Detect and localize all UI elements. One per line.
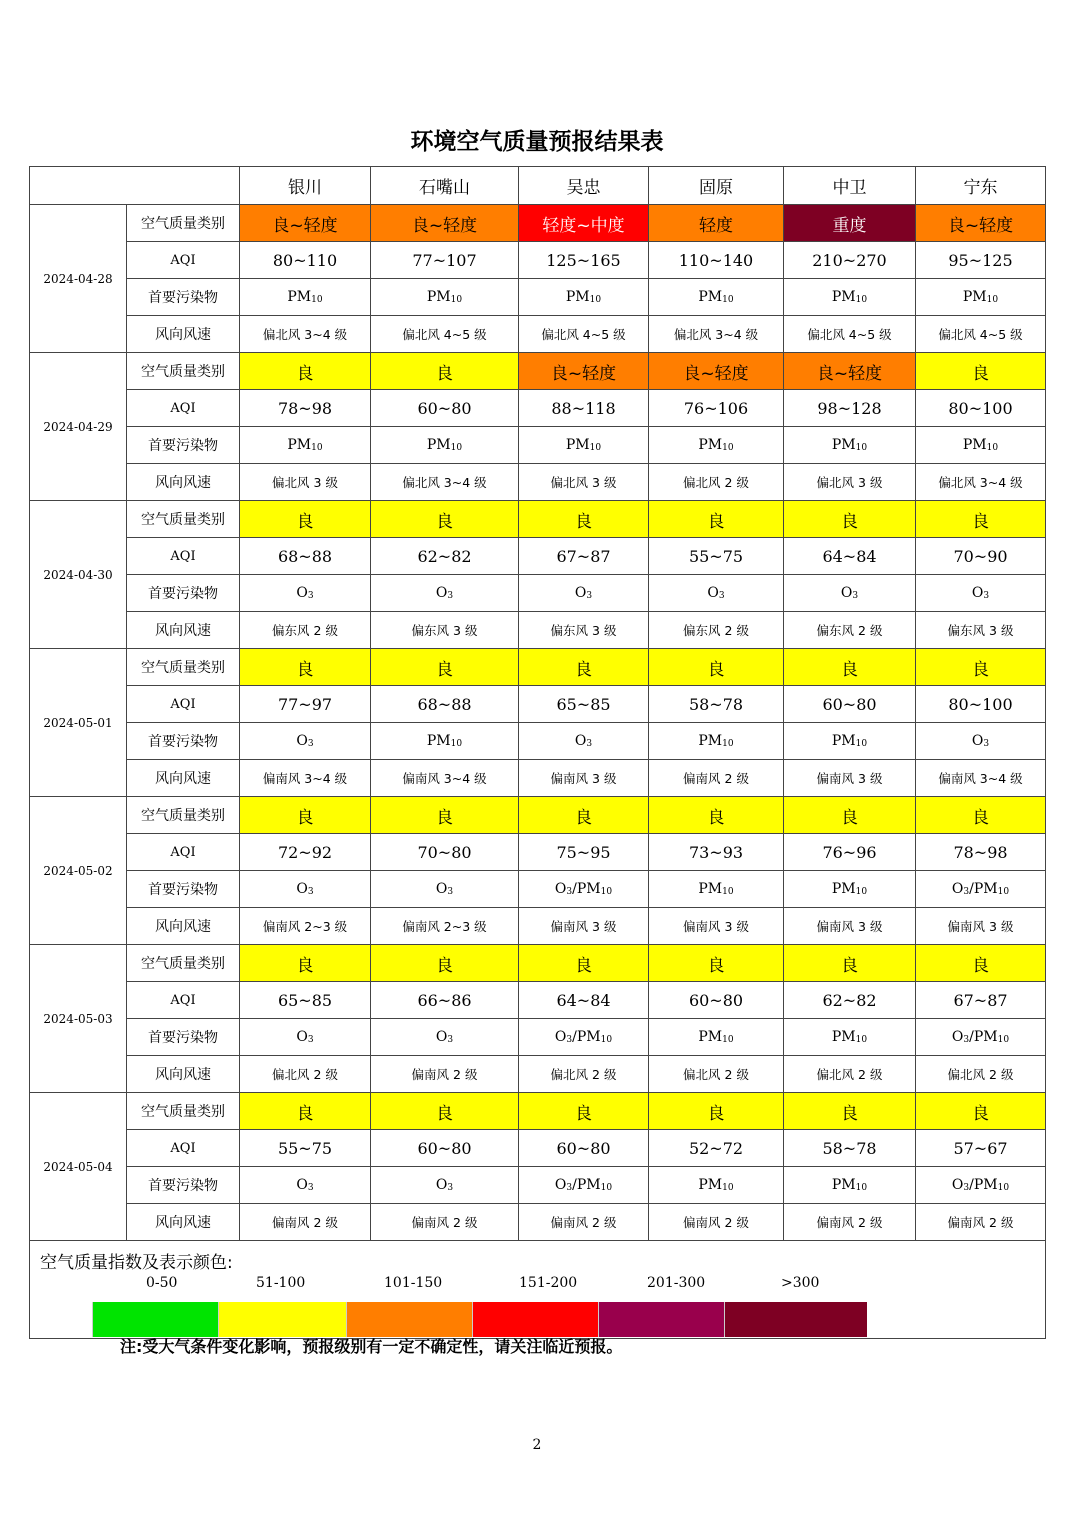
aqi-value-cell: 60~80 [371, 390, 519, 427]
primary-pollutant-cell: $O_3/PM_{10}$ [519, 1019, 649, 1056]
primary-pollutant-cell: $O_3$ [916, 575, 1046, 612]
primary-pollutant-cell: $O_3$ [916, 723, 1046, 760]
aqi-value-cell: 72~92 [240, 834, 371, 871]
primary-pollutant-cell: $PM_{10}$ [649, 279, 784, 316]
wind-cell: 偏北风 3 级 [240, 464, 371, 501]
aqi-value-cell: 210~270 [784, 242, 916, 279]
wind-cell: 偏南风 3 级 [916, 908, 1046, 945]
legend-range-label: 101-150 [384, 1275, 443, 1291]
aqi-category-cell: 良 [649, 945, 784, 982]
wind-cell: 偏东风 3 级 [371, 612, 519, 649]
legend-range-label: 151-200 [519, 1275, 578, 1291]
aqi-category-cell: 良 [519, 1093, 649, 1130]
aqi-value-cell: 80~110 [240, 242, 371, 279]
wind-cell: 偏南风 2 级 [519, 1204, 649, 1241]
wind-cell: 偏北风 3~4 级 [649, 316, 784, 353]
wind-cell: 偏南风 3 级 [784, 760, 916, 797]
row-wind [30, 1204, 1046, 1241]
legend-color-swatch [218, 1302, 347, 1337]
aqi-value-cell: 60~80 [784, 686, 916, 723]
primary-pollutant-cell: $PM_{10}$ [371, 723, 519, 760]
aqi-category-cell: 良 [519, 649, 649, 686]
aqi-value-cell: 58~78 [784, 1130, 916, 1167]
primary-pollutant-cell: $PM_{10}$ [240, 279, 371, 316]
primary-pollutant-cell: $O_3/PM_{10}$ [519, 1167, 649, 1204]
city-header: 中卫 [784, 167, 916, 205]
primary-pollutant-cell: $PM_{10}$ [649, 1167, 784, 1204]
legend-range-label: 51-100 [256, 1275, 306, 1291]
row-wind [30, 760, 1046, 797]
aqi-category-cell: 良~轻度 [519, 353, 649, 390]
aqi-category-cell: 良 [649, 1093, 784, 1130]
primary-pollutant-cell: $O_3$ [519, 575, 649, 612]
aqi-value-cell: 125~165 [519, 242, 649, 279]
row-label-aqi: AQI [127, 242, 240, 279]
row-category [30, 353, 1046, 390]
row-pollutant [30, 723, 1046, 760]
aqi-value-cell: 64~84 [519, 982, 649, 1019]
row-category [30, 1093, 1046, 1130]
wind-cell: 偏南风 3~4 级 [371, 760, 519, 797]
row-pollutant [30, 1019, 1046, 1056]
aqi-category-cell: 良 [784, 797, 916, 834]
legend-range-label: >300 [781, 1275, 820, 1291]
date-cell: 2024-05-04 [30, 1093, 127, 1241]
wind-cell: 偏南风 2 级 [784, 1204, 916, 1241]
date-cell: 2024-04-28 [30, 205, 127, 353]
aqi-category-cell: 良 [649, 649, 784, 686]
aqi-value-cell: 78~98 [240, 390, 371, 427]
aqi-value-cell: 80~100 [916, 686, 1046, 723]
row-label-category: 空气质量类别 [127, 1093, 240, 1130]
primary-pollutant-cell: $O_3$ [240, 575, 371, 612]
wind-cell: 偏南风 2 级 [371, 1056, 519, 1093]
footnote: 注:受大气条件变化影响，预报级别有一定不确定性，请关注临近预报。 [120, 1337, 623, 1356]
primary-pollutant-cell: $O_3/PM_{10}$ [916, 1019, 1046, 1056]
primary-pollutant-cell: $PM_{10}$ [649, 427, 784, 464]
row-label-wind: 风向风速 [127, 464, 240, 501]
aqi-category-cell: 良 [519, 945, 649, 982]
aqi-value-cell: 77~97 [240, 686, 371, 723]
primary-pollutant-cell: $PM_{10}$ [784, 1019, 916, 1056]
primary-pollutant-cell: $PM_{10}$ [371, 427, 519, 464]
aqi-value-cell: 64~84 [784, 538, 916, 575]
aqi-category-cell: 良 [784, 501, 916, 538]
wind-cell: 偏南风 2~3 级 [371, 908, 519, 945]
aqi-value-cell: 60~80 [649, 982, 784, 1019]
aqi-category-cell: 良~轻度 [240, 205, 371, 242]
aqi-category-cell: 良 [371, 353, 519, 390]
aqi-value-cell: 75~95 [519, 834, 649, 871]
wind-cell: 偏南风 3 级 [519, 760, 649, 797]
row-label-pollutant: 首要污染物 [127, 1019, 240, 1056]
row-aqi [30, 1130, 1046, 1167]
aqi-category-cell: 轻度~中度 [519, 205, 649, 242]
row-label-wind: 风向风速 [127, 612, 240, 649]
wind-cell: 偏北风 3 级 [784, 464, 916, 501]
row-label-aqi: AQI [127, 390, 240, 427]
row-pollutant [30, 575, 1046, 612]
aqi-value-cell: 57~67 [916, 1130, 1046, 1167]
wind-cell: 偏东风 2 级 [649, 612, 784, 649]
legend-range-label: 201-300 [647, 1275, 706, 1291]
primary-pollutant-cell: $O_3/PM_{10}$ [916, 1167, 1046, 1204]
row-label-aqi: AQI [127, 1130, 240, 1167]
aqi-category-cell: 良 [240, 797, 371, 834]
wind-cell: 偏北风 4~5 级 [519, 316, 649, 353]
primary-pollutant-cell: $PM_{10}$ [519, 279, 649, 316]
wind-cell: 偏南风 3 级 [649, 908, 784, 945]
primary-pollutant-cell: $O_3$ [240, 723, 371, 760]
aqi-category-cell: 轻度 [649, 205, 784, 242]
aqi-value-cell: 76~106 [649, 390, 784, 427]
forecast-table-body [30, 167, 1046, 1339]
wind-cell: 偏南风 3 级 [784, 908, 916, 945]
primary-pollutant-cell: $PM_{10}$ [371, 279, 519, 316]
aqi-value-cell: 66~86 [371, 982, 519, 1019]
legend-color-swatch [92, 1302, 219, 1337]
aqi-category-cell: 良 [371, 501, 519, 538]
wind-cell: 偏南风 3 级 [519, 908, 649, 945]
aqi-value-cell: 55~75 [240, 1130, 371, 1167]
aqi-category-cell: 良 [784, 1093, 916, 1130]
aqi-category-cell: 良~轻度 [784, 353, 916, 390]
aqi-category-cell: 良 [371, 649, 519, 686]
aqi-category-cell: 良~轻度 [649, 353, 784, 390]
aqi-category-cell: 良 [649, 501, 784, 538]
primary-pollutant-cell: $O_3$ [240, 1167, 371, 1204]
aqi-color-legend [30, 1241, 1046, 1339]
legend-row [30, 1241, 1046, 1339]
aqi-category-cell: 良 [371, 797, 519, 834]
primary-pollutant-cell: $O_3/PM_{10}$ [916, 871, 1046, 908]
forecast-table [29, 166, 1046, 1339]
wind-cell: 偏北风 4~5 级 [784, 316, 916, 353]
primary-pollutant-cell: $PM_{10}$ [784, 871, 916, 908]
aqi-value-cell: 55~75 [649, 538, 784, 575]
wind-cell: 偏东风 3 级 [519, 612, 649, 649]
row-aqi [30, 834, 1046, 871]
aqi-value-cell: 67~87 [916, 982, 1046, 1019]
row-label-wind: 风向风速 [127, 908, 240, 945]
wind-cell: 偏东风 2 级 [240, 612, 371, 649]
aqi-category-cell: 良 [916, 945, 1046, 982]
primary-pollutant-cell: $PM_{10}$ [649, 1019, 784, 1056]
wind-cell: 偏南风 3~4 级 [240, 760, 371, 797]
city-header: 银川 [240, 167, 371, 205]
city-header: 固原 [649, 167, 784, 205]
row-category [30, 205, 1046, 242]
legend-color-swatch [598, 1302, 725, 1337]
page-title: 环境空气质量预报结果表 [410, 129, 664, 155]
primary-pollutant-cell: $O_3$ [649, 575, 784, 612]
wind-cell: 偏北风 3~4 级 [371, 464, 519, 501]
aqi-value-cell: 70~90 [916, 538, 1046, 575]
page-number: 2 [532, 1437, 542, 1453]
aqi-category-cell: 良 [240, 501, 371, 538]
row-label-pollutant: 首要污染物 [127, 723, 240, 760]
aqi-category-cell: 良 [916, 501, 1046, 538]
legend-color-swatch [472, 1302, 599, 1337]
aqi-value-cell: 110~140 [649, 242, 784, 279]
row-label-category: 空气质量类别 [127, 205, 240, 242]
row-wind [30, 1056, 1046, 1093]
primary-pollutant-cell: $O_3$ [240, 871, 371, 908]
row-label-wind: 风向风速 [127, 316, 240, 353]
header-row [30, 167, 1046, 205]
primary-pollutant-cell: $O_3$ [371, 1167, 519, 1204]
aqi-category-cell: 良 [240, 1093, 371, 1130]
primary-pollutant-cell: $PM_{10}$ [784, 723, 916, 760]
primary-pollutant-cell: $O_3/PM_{10}$ [519, 871, 649, 908]
primary-pollutant-cell: $PM_{10}$ [649, 723, 784, 760]
row-label-category: 空气质量类别 [127, 797, 240, 834]
primary-pollutant-cell: $PM_{10}$ [240, 427, 371, 464]
primary-pollutant-cell: $PM_{10}$ [519, 427, 649, 464]
row-label-category: 空气质量类别 [127, 649, 240, 686]
aqi-category-cell: 良 [784, 649, 916, 686]
row-label-aqi: AQI [127, 538, 240, 575]
row-wind [30, 612, 1046, 649]
aqi-value-cell: 73~93 [649, 834, 784, 871]
aqi-category-cell: 良 [240, 649, 371, 686]
city-header: 宁东 [916, 167, 1046, 205]
date-cell: 2024-04-30 [30, 501, 127, 649]
header-corner [30, 167, 240, 205]
aqi-value-cell: 95~125 [916, 242, 1046, 279]
aqi-category-cell: 良 [240, 945, 371, 982]
aqi-value-cell: 80~100 [916, 390, 1046, 427]
aqi-value-cell: 65~85 [519, 686, 649, 723]
aqi-category-cell: 良 [916, 797, 1046, 834]
row-category [30, 501, 1046, 538]
row-label-category: 空气质量类别 [127, 945, 240, 982]
aqi-value-cell: 62~82 [784, 982, 916, 1019]
aqi-value-cell: 60~80 [519, 1130, 649, 1167]
aqi-category-cell: 良~轻度 [916, 205, 1046, 242]
row-pollutant [30, 279, 1046, 316]
primary-pollutant-cell: $O_3$ [784, 575, 916, 612]
city-header: 吴忠 [519, 167, 649, 205]
row-pollutant [30, 1167, 1046, 1204]
primary-pollutant-cell: $PM_{10}$ [916, 427, 1046, 464]
row-label-pollutant: 首要污染物 [127, 871, 240, 908]
row-label-aqi: AQI [127, 834, 240, 871]
aqi-category-cell: 良 [371, 1093, 519, 1130]
aqi-value-cell: 78~98 [916, 834, 1046, 871]
aqi-value-cell: 60~80 [371, 1130, 519, 1167]
row-label-category: 空气质量类别 [127, 501, 240, 538]
aqi-category-cell: 良 [649, 797, 784, 834]
wind-cell: 偏北风 2 级 [240, 1056, 371, 1093]
row-wind [30, 316, 1046, 353]
wind-cell: 偏北风 2 级 [649, 464, 784, 501]
row-label-pollutant: 首要污染物 [127, 575, 240, 612]
primary-pollutant-cell: $PM_{10}$ [784, 1167, 916, 1204]
wind-cell: 偏南风 2 级 [649, 1204, 784, 1241]
row-wind [30, 464, 1046, 501]
primary-pollutant-cell: $O_3$ [371, 871, 519, 908]
date-cell: 2024-05-01 [30, 649, 127, 797]
aqi-category-cell: 良~轻度 [371, 205, 519, 242]
row-label-wind: 风向风速 [127, 1204, 240, 1241]
row-label-pollutant: 首要污染物 [127, 1167, 240, 1204]
wind-cell: 偏北风 2 级 [784, 1056, 916, 1093]
aqi-category-cell: 良 [240, 353, 371, 390]
aqi-category-cell: 良 [784, 945, 916, 982]
row-label-category: 空气质量类别 [127, 353, 240, 390]
date-cell: 2024-04-29 [30, 353, 127, 501]
wind-cell: 偏北风 3~4 级 [916, 464, 1046, 501]
wind-cell: 偏北风 2 级 [649, 1056, 784, 1093]
row-label-pollutant: 首要污染物 [127, 279, 240, 316]
row-aqi [30, 686, 1046, 723]
aqi-value-cell: 67~87 [519, 538, 649, 575]
row-label-wind: 风向风速 [127, 760, 240, 797]
legend-color-swatch [346, 1302, 473, 1337]
wind-cell: 偏北风 2 级 [519, 1056, 649, 1093]
wind-cell: 偏南风 2 级 [240, 1204, 371, 1241]
date-cell: 2024-05-03 [30, 945, 127, 1093]
legend-color-swatch [724, 1302, 867, 1337]
wind-cell: 偏北风 3 级 [519, 464, 649, 501]
primary-pollutant-cell: $PM_{10}$ [784, 427, 916, 464]
row-label-aqi: AQI [127, 982, 240, 1019]
city-header: 石嘴山 [371, 167, 519, 205]
wind-cell: 偏北风 4~5 级 [916, 316, 1046, 353]
row-category [30, 945, 1046, 982]
aqi-value-cell: 58~78 [649, 686, 784, 723]
primary-pollutant-cell: $O_3$ [371, 1019, 519, 1056]
wind-cell: 偏北风 3~4 级 [240, 316, 371, 353]
wind-cell: 偏南风 2 级 [649, 760, 784, 797]
aqi-value-cell: 88~118 [519, 390, 649, 427]
primary-pollutant-cell: $O_3$ [371, 575, 519, 612]
wind-cell: 偏南风 2 级 [916, 1204, 1046, 1241]
aqi-category-cell: 良 [519, 797, 649, 834]
aqi-value-cell: 68~88 [371, 686, 519, 723]
aqi-category-cell: 良 [916, 353, 1046, 390]
primary-pollutant-cell: $PM_{10}$ [916, 279, 1046, 316]
row-pollutant [30, 871, 1046, 908]
aqi-category-cell: 良 [519, 501, 649, 538]
row-wind [30, 908, 1046, 945]
primary-pollutant-cell: $PM_{10}$ [649, 871, 784, 908]
aqi-category-cell: 良 [371, 945, 519, 982]
row-category [30, 649, 1046, 686]
wind-cell: 偏东风 2 级 [784, 612, 916, 649]
aqi-category-cell: 良 [916, 649, 1046, 686]
wind-cell: 偏南风 2~3 级 [240, 908, 371, 945]
aqi-value-cell: 98~128 [784, 390, 916, 427]
aqi-value-cell: 77~107 [371, 242, 519, 279]
aqi-value-cell: 62~82 [371, 538, 519, 575]
row-label-wind: 风向风速 [127, 1056, 240, 1093]
row-label-pollutant: 首要污染物 [127, 427, 240, 464]
aqi-value-cell: 52~72 [649, 1130, 784, 1167]
wind-cell: 偏北风 4~5 级 [371, 316, 519, 353]
date-cell: 2024-05-02 [30, 797, 127, 945]
primary-pollutant-cell: $O_3$ [519, 723, 649, 760]
aqi-value-cell: 76~96 [784, 834, 916, 871]
aqi-category-cell: 重度 [784, 205, 916, 242]
aqi-value-cell: 65~85 [240, 982, 371, 1019]
primary-pollutant-cell: $PM_{10}$ [784, 279, 916, 316]
aqi-value-cell: 68~88 [240, 538, 371, 575]
wind-cell: 偏南风 3~4 级 [916, 760, 1046, 797]
row-aqi [30, 242, 1046, 279]
row-aqi [30, 390, 1046, 427]
wind-cell: 偏南风 2 级 [371, 1204, 519, 1241]
primary-pollutant-cell: $O_3$ [240, 1019, 371, 1056]
row-label-aqi: AQI [127, 686, 240, 723]
row-pollutant [30, 427, 1046, 464]
row-aqi [30, 538, 1046, 575]
wind-cell: 偏东风 3 级 [916, 612, 1046, 649]
legend-range-label: 0-50 [146, 1275, 178, 1291]
aqi-category-cell: 良 [916, 1093, 1046, 1130]
legend-title: 空气质量指数及表示颜色: [40, 1253, 233, 1273]
row-aqi [30, 982, 1046, 1019]
aqi-value-cell: 70~80 [371, 834, 519, 871]
wind-cell: 偏北风 2 级 [916, 1056, 1046, 1093]
row-category [30, 797, 1046, 834]
